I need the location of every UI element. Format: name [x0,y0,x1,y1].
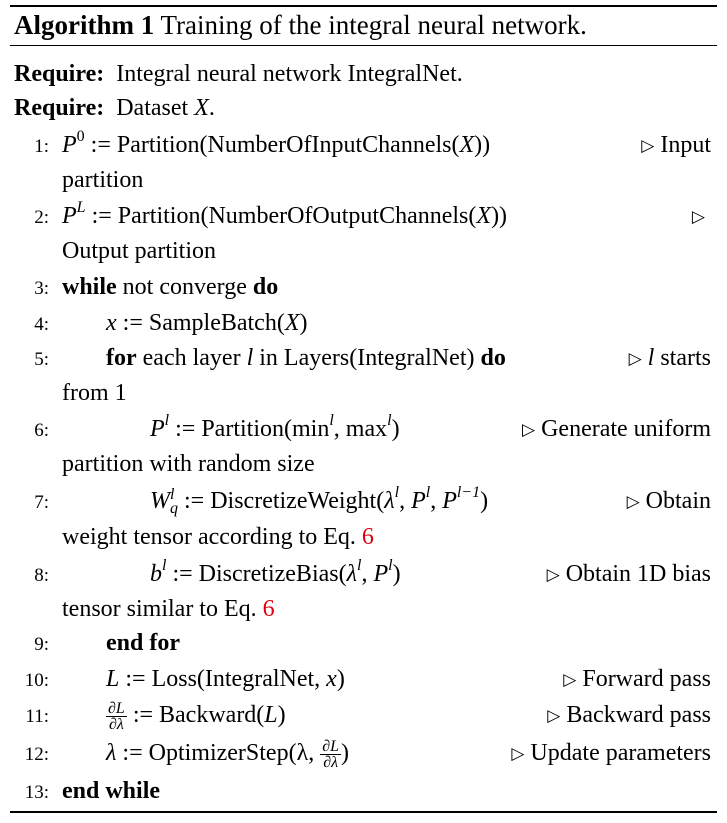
triangle-right-icon: ▷ [547,706,561,725]
expr-text: )) [474,132,491,158]
triangle-right-icon: ▷ [626,492,640,511]
comment-text: Input [660,132,711,158]
triangle-right-icon: ▷ [563,670,577,689]
expr-text: ) [299,310,308,336]
math-sup: l [170,486,175,504]
line-number: 12: [24,744,49,765]
algorithm-line-11 [106,700,714,732]
triangle-right-icon: ▷ [511,744,525,763]
require-2: Require: Dataset X. [14,95,215,121]
triangle-right-icon: ▷ [522,420,536,439]
equation-ref-link[interactable]: 6 [361,524,374,550]
comment-text: Obtain [645,488,711,514]
algorithm-line-10 [106,664,714,694]
math-var: b [150,561,162,587]
algorithm-label: Algorithm 1 [14,10,155,40]
line-comment [511,738,711,769]
algorithm-line-7: W l q := $DiscretizeWeight(\lambda^l$, $P^l$, $P^{l-1}$) ▷ Obtain [150,484,711,518]
equation-ref-link[interactable]: 6 [262,596,275,622]
math-sup: l [329,412,334,429]
algorithm-title: Training of the integral neural network. [160,10,587,40]
line-number: 3: [34,278,49,299]
algorithm-line-5 [106,343,714,373]
math-var: λ [346,561,357,587]
keyword: do [252,274,279,300]
keyword: while [62,274,117,300]
line-number: 10: [24,670,49,691]
math-var: P [373,561,389,587]
line-number: 7: [34,492,49,513]
math-sup: l−1 [456,484,481,501]
math-var: x [106,310,117,336]
algorithm-line-9 [106,628,714,658]
line-number: 6: [34,420,49,441]
require-label: Require: [14,61,105,87]
triangle-right-icon: ▷ [691,207,705,226]
expr-text: := Partition(NumberOfOutputChannels( [85,203,477,229]
math-var: W [150,488,170,514]
math-var: X [194,95,209,121]
comment-text: Backward pass [566,702,711,728]
math-sup: l [357,557,362,574]
line-number: 8: [34,565,49,586]
keyword: for [106,345,137,371]
triangle-right-icon: ▷ [546,565,560,584]
math-supsub [170,488,178,516]
comment-text: Generate uniform [541,416,711,442]
expr-text: := OptimizerStep(λ, [116,740,321,766]
require-label: Require: [14,95,105,121]
algorithm-line-13 [62,776,714,806]
math-var: l [246,345,254,371]
expr-text: := Partition(NumberOfInputChannels( [84,132,460,158]
math-var: P [62,203,77,229]
continuation: partition [62,167,144,193]
header-rule [10,45,717,46]
comment-text: Update parameters [530,740,711,766]
fraction [106,701,127,732]
triangle-right-icon: ▷ [641,136,655,155]
fraction-numerator: ∂L [108,699,125,717]
line-comment [641,130,711,161]
fraction-denominator: ∂λ [108,715,124,733]
bottom-rule [10,811,717,813]
expr-text: each layer [136,345,247,371]
algorithm-line-6 [150,414,714,444]
math-var: λ [106,740,117,766]
require-text: Dataset [116,95,189,121]
algorithm-line-12 [106,738,714,770]
expr-text: ) [341,740,350,766]
algorithm-line-1 [62,130,714,160]
line-number: 13: [24,782,49,803]
expr-text: := DiscretizeBias( [166,561,347,587]
continuation [62,594,275,624]
fraction-numerator: ∂L [322,737,340,755]
math-sub: q [170,500,178,518]
line-comment: ▷ l starts [628,345,711,371]
math-var: L [106,666,120,692]
math-var: P [411,488,426,514]
fraction-denominator: ∂λ [323,753,339,771]
algorithm-line-4 [106,308,714,338]
comment-text: Obtain 1D bias [565,561,711,587]
comment-text: Forward pass [582,666,711,692]
keyword: do [480,345,506,371]
math-sup: l [162,557,167,574]
fraction [320,739,341,770]
line-comment [627,486,711,517]
continuation [62,522,374,552]
math-var: L [264,702,278,728]
math-sup: l [425,484,431,501]
algorithm-line-2 [62,201,714,231]
math-var: P [442,488,457,514]
expr-text: := Partition(min [169,416,330,442]
keyword: end for [106,630,180,656]
continuation-text: tensor similar to Eq. [62,596,257,622]
continuation-text: weight tensor according to Eq. [62,524,356,550]
math-sup: l [387,412,392,429]
expr-text: , max [333,416,388,442]
math-var: X [476,203,492,229]
triangle-right-icon: ▷ [628,349,642,368]
line-comment [547,559,711,590]
top-rule [10,5,717,7]
expr-text: ) [391,416,400,442]
expr-text: := SampleBatch( [116,310,285,336]
require-text: Integral neural network IntegralNet. [116,61,463,87]
continuation: Output partition [62,238,216,264]
algorithm-line-8: $b^l$ := $DiscretizeBias(\lambda^l$, $P^l$) ▷ Obtain 1D bias [150,559,714,589]
algorithm-caption [14,9,587,41]
line-number: 2: [34,207,49,228]
math-var: X [459,132,475,158]
math-sup: l [394,484,400,501]
expr-text: := DiscretizeWeight( [178,488,385,514]
line-comment [692,201,711,232]
line-comment [563,664,711,695]
math-sup: 0 [76,128,85,145]
math-sup: l [164,412,170,429]
expr-text: ) [277,702,286,728]
line-number: 1: [34,136,49,157]
continuation: from 1 [62,380,127,406]
math-var: λ [384,488,395,514]
math-sup: l [388,557,393,574]
math-sup: L [76,199,86,216]
line-number: 9: [34,634,49,655]
line-comment [522,414,711,445]
math-var: P [150,416,165,442]
keyword: end while [62,778,161,804]
expr-text: ) [336,666,345,692]
math-var: P [62,132,77,158]
expr-text: := Backward( [126,702,265,728]
line-comment [547,700,711,731]
line-number: 11: [25,706,49,727]
continuation: partition with random size [62,451,315,477]
algorithm-line-3 [62,272,714,302]
math-var: l [647,345,655,371]
expr-text: not converge [116,274,253,300]
expr-text: := Loss(IntegralNet, [119,666,327,692]
expr-text: )) [491,203,508,229]
math-var: x [326,666,337,692]
math-var: X [284,310,300,336]
expr-text: in Layers(IntegralNet) [253,345,481,371]
require-1 [14,59,463,89]
line-number: 5: [34,349,49,370]
line-number: 4: [34,314,49,335]
